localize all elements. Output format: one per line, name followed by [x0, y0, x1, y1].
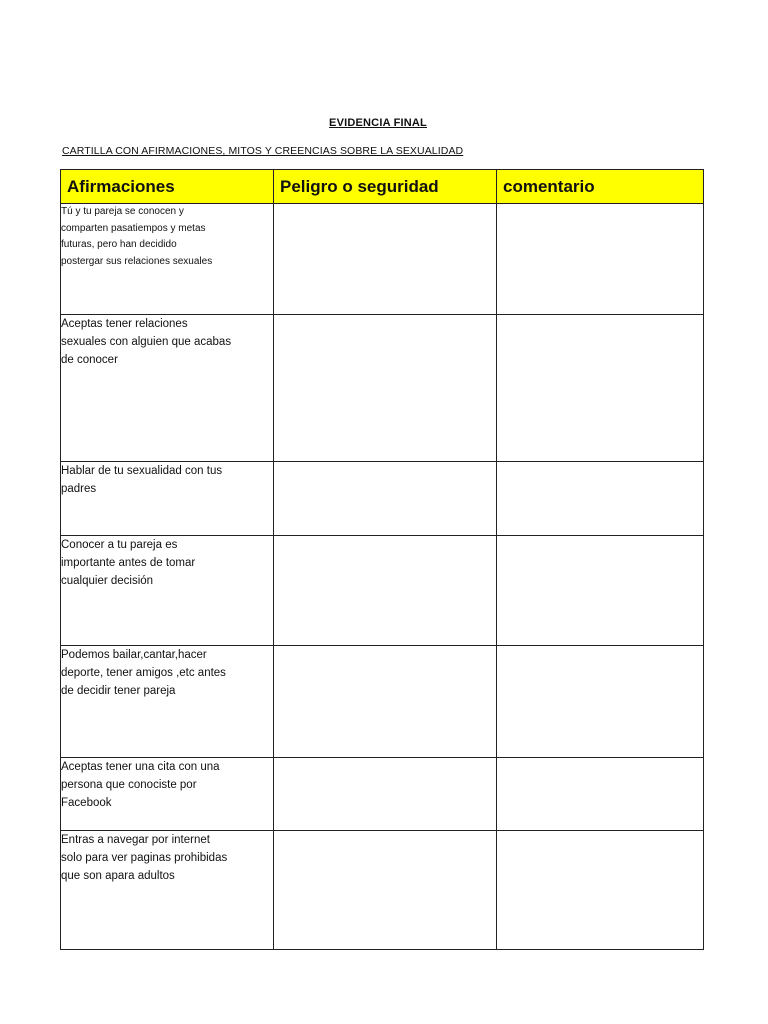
comment-cell[interactable]: [497, 646, 704, 758]
risk-cell[interactable]: [274, 462, 497, 536]
statement-cell: Conocer a tu pareja es importante antes de tomar cualquier decisión: [61, 536, 274, 646]
table-row: [61, 462, 704, 536]
table-row: [61, 758, 704, 831]
document-subtitle: CARTILLA CON AFIRMACIONES, MITOS Y CREENCIAS SOBRE LA SEXUALIDAD: [62, 145, 464, 157]
header-comment: comentario: [497, 170, 704, 204]
header-statements: Afirmaciones: [61, 170, 274, 204]
risk-cell[interactable]: [274, 831, 497, 950]
table-row: [61, 646, 704, 758]
risk-cell[interactable]: [274, 536, 497, 646]
table-row: [61, 315, 704, 462]
comment-cell[interactable]: [497, 831, 704, 950]
comment-cell[interactable]: [497, 315, 704, 462]
risk-cell[interactable]: [274, 315, 497, 462]
comment-cell[interactable]: [497, 758, 704, 831]
statement-cell: Entras a navegar por internet solo para ver paginas prohibidas que son apara adultos: [61, 831, 274, 950]
statement-cell: Aceptas tener relaciones sexuales con alguien que acabas de conocer: [61, 315, 274, 462]
risk-cell[interactable]: [274, 758, 497, 831]
table-header-row: [61, 170, 704, 204]
table-row: [61, 536, 704, 646]
statement-cell: Aceptas tener una cita con una persona que conociste por Facebook: [61, 758, 274, 831]
document-title: EVIDENCIA FINAL: [329, 117, 427, 129]
comment-cell[interactable]: [497, 536, 704, 646]
statement-cell: Tú y tu pareja se conocen y comparten pasatiempos y metas futuras, pero han decidido postergar sus relaciones sexuales: [61, 204, 274, 315]
risk-cell[interactable]: [274, 646, 497, 758]
comment-cell[interactable]: [497, 462, 704, 536]
header-risk-or-safety: Peligro o seguridad: [274, 170, 497, 204]
risk-cell[interactable]: [274, 204, 497, 315]
table-row: [61, 204, 704, 315]
table-row: [61, 831, 704, 950]
comment-cell[interactable]: [497, 204, 704, 315]
statement-cell: Hablar de tu sexualidad con tus padres: [61, 462, 274, 536]
statements-table: [60, 169, 704, 950]
statement-cell: Podemos bailar,cantar,hacer deporte, tener amigos ,etc antes de decidir tener pareja: [61, 646, 274, 758]
